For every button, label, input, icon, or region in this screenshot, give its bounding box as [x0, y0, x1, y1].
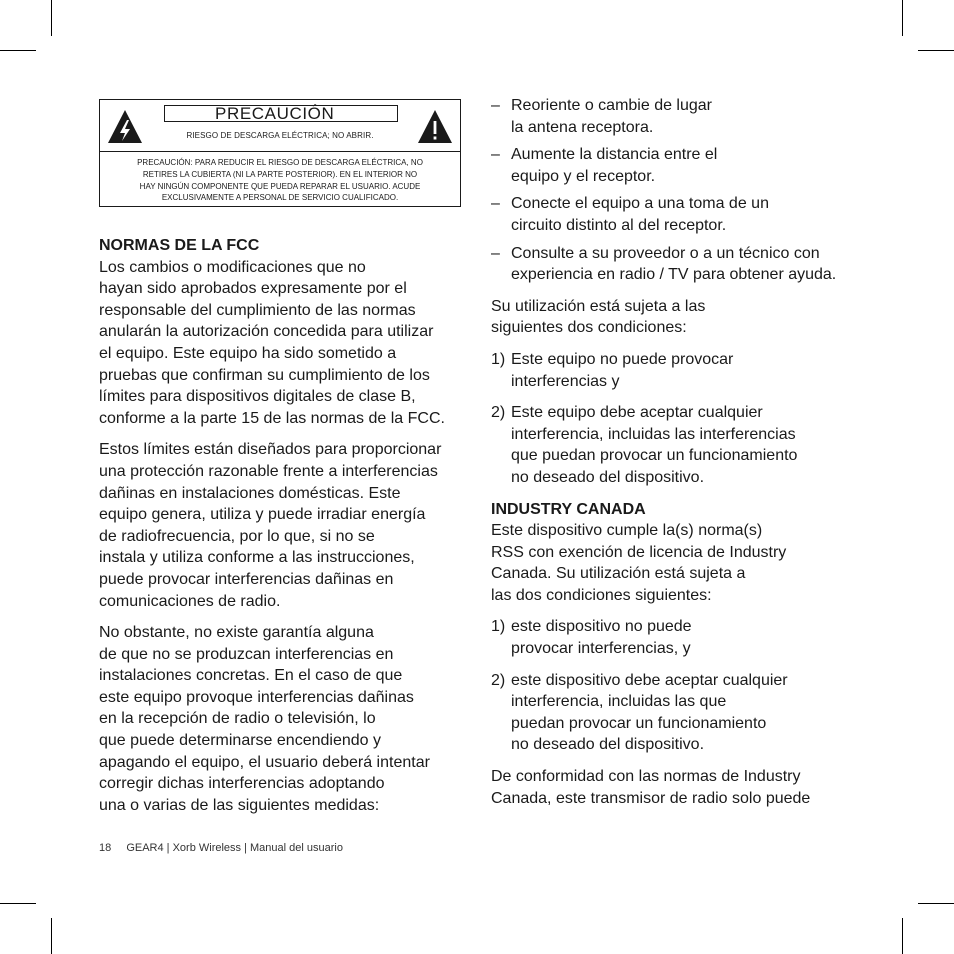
fcc-paragraph-1: Los cambios o modificaciones que no hayan sido aprobados expresamente por el responsable del cumplimiento de las normas anularán la autorización concedida para utilizar el equipo. Este equipo ha sido sometido a pruebas que confirman su cumplimiento de los límites para dispositivos digitales de clase B, conforme a la parte 15 de las normas de la FCC.: [99, 258, 445, 427]
footer-text: GEAR4 | Xorb Wireless | Manual del usuario: [126, 842, 343, 854]
caution-divider: [100, 151, 460, 152]
measure-item: – Consulte a su proveedor o a un técnico con experiencia en radio / TV para obtener ayuda.: [491, 244, 837, 284]
crop-mark: [918, 903, 954, 904]
conditions-intro: Su utilización está sujeta a las siguientes dos condiciones:: [491, 297, 706, 337]
caution-title: PRECAUCIÓN: [164, 105, 398, 122]
measure-item: – Conecte el equipo a una toma de un circuito distinto al del receptor.: [491, 195, 769, 234]
fcc-paragraph-3: No obstante, no existe garantía alguna de que no se produzcan interferencias en instalaciones concretas. En el caso de que este equipo provoque interferencias dañinas en la recepción de radio o televisión, lo que puede determinarse encendiendo y apagando el equipo, el usuario deberá intentar corregir dichas interferencias adoptando una o varias de las siguientes medidas:: [99, 624, 430, 814]
industry-canada-intro: Este dispositivo cumple la(s) norma(s) RSS con exención de licencia de Industry Canada. Su utilización está sujeta a las dos condiciones siguientes:: [491, 522, 787, 604]
measure-item: – Reoriente o cambie de lugar la antena receptora.: [491, 97, 713, 136]
industry-canada-heading: INDUSTRY CANADA: [491, 500, 646, 518]
page-number: 18: [99, 842, 112, 854]
left-column: [99, 235, 471, 816]
crop-mark: [902, 0, 903, 36]
closing-paragraph: De conformidad con las normas de Industry Canada, este transmisor de radio solo puede: [491, 768, 811, 807]
ic-condition-item: 1) este dispositivo no puede provocar interferencias, y: [491, 618, 692, 658]
page-footer: [99, 842, 343, 854]
crop-mark: [902, 918, 903, 954]
ic-condition-item: 2) este dispositivo debe aceptar cualquier interferencia, incluidas las que puedan provocar un funcionamiento no deseado del dispositivo.: [491, 671, 788, 754]
fcc-paragraph-2: Estos límites están diseñados para proporcionar una protección razonable frente a interferencias dañinas en instalaciones domésticas. Este equipo genera, utiliza y puede irradiar energía de radiofrecuencia, por lo que, si no se instala y utiliza conforme a las instrucciones, puede provocar interferencias dañinas en comunicaciones de radio.: [99, 441, 442, 610]
fcc-condition-item: 1) Este equipo no puede provocar interferencias y: [491, 350, 734, 390]
caution-subtitle: RIESGO DE DESCARGA ELÉCTRICA; NO ABRIR.: [186, 131, 374, 140]
lightning-warning-icon: [105, 107, 145, 147]
crop-mark: [0, 903, 36, 904]
crop-mark: [51, 918, 52, 954]
crop-mark: [51, 0, 52, 36]
caution-body: PRECAUCIÓN: PARA REDUCIR EL RIESGO DE DESCARGA ELÉCTRICA, NO RETIRES LA CUBIERTA (NI LA PARTE POSTERIOR). EN EL INTERIOR NO HAY NINGÚN COMPONENTE QUE PUEDA REPARAR EL USUARIO. ACUDE EXCLUSIVAMENTE A PERSONAL DE SERVICIO CUALIFICADO.: [137, 158, 423, 203]
right-column: [491, 95, 863, 809]
measure-item: – Aumente la distancia entre el equipo y el receptor.: [491, 146, 718, 185]
crop-mark: [0, 50, 36, 51]
fcc-heading: NORMAS DE LA FCC: [99, 237, 260, 254]
fcc-condition-item: 2) Este equipo debe aceptar cualquier interferencia, incluidas las interferencias que puedan provocar un funcionamiento no deseado del dispositivo.: [491, 404, 798, 486]
crop-mark: [918, 50, 954, 51]
caution-header: [100, 100, 460, 151]
caution-box: [99, 99, 461, 207]
exclamation-warning-icon: [415, 107, 455, 147]
